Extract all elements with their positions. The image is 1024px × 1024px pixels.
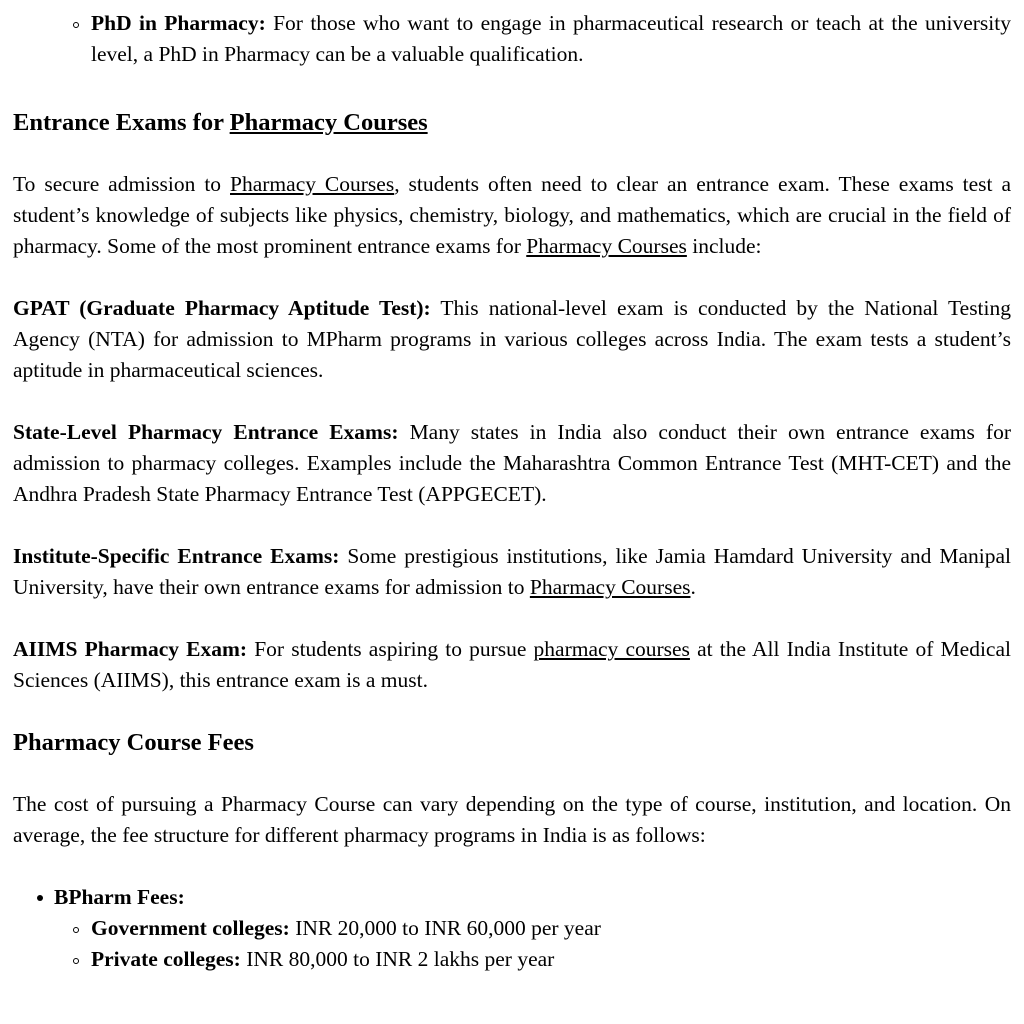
exams-intro-text-1: To secure admission to <box>13 172 231 196</box>
government-colleges-label: Government colleges: <box>91 916 290 940</box>
state-level-paragraph <box>13 417 1011 510</box>
bpharm-fees-sub-list <box>54 913 1011 975</box>
list-item-phd <box>13 8 1011 70</box>
institute-text-end: . <box>690 575 696 599</box>
institute-specific-paragraph <box>13 541 1011 603</box>
private-colleges-fee: INR 80,000 to INR 2 lakhs per year <box>240 947 555 971</box>
pharmacy-courses-link-1[interactable]: Pharmacy Courses <box>230 172 395 196</box>
degree-sub-list <box>13 8 1011 70</box>
phd-text: For those who want to engage in pharmaceutical research or teach at the university level, a PhD in Pharmacy can be a valuable qualification. <box>91 11 1011 66</box>
private-colleges-label: Private colleges: <box>91 947 241 971</box>
exams-intro-text-3: include: <box>686 234 762 258</box>
government-colleges-fee: INR 20,000 to INR 60,000 per year <box>289 916 601 940</box>
entrance-exams-intro <box>13 169 1011 262</box>
gpat-label: GPAT (Graduate Pharmacy Aptitude Test): <box>13 296 431 320</box>
fees-list <box>13 882 1011 975</box>
phd-label: PhD in Pharmacy: <box>91 11 266 35</box>
exams-intro-text-2: , students often need to clear an entrance exam. These exams test a student’s knowledge of subjects like physics, chemistry, biology, and mathematics, which are crucial in the field of pharmacy. Some of the most prominent entrance exams for <box>13 172 1011 258</box>
course-fees-intro: The cost of pursuing a Pharmacy Course can vary depending on the type of course, institution, and location. On average, the fee structure for different pharmacy programs in India is as follows: <box>13 792 1011 847</box>
gpat-text: This national-level exam is conducted by the National Testing Agency (NTA) for admission to MPharm programs in various colleges across India. The exam tests a student’s aptitude in pharmaceutical sciences. <box>13 296 1012 382</box>
pharmacy-courses-link-3[interactable]: Pharmacy Courses <box>529 575 691 599</box>
institute-text: Some prestigious institutions, like Jamia Hamdard University and Manipal University, have their own entrance exams for admission to <box>13 544 1011 599</box>
gpat-paragraph <box>13 293 1011 386</box>
entrance-exams-heading-prefix: Entrance Exams for <box>13 109 230 136</box>
course-fees-heading: Pharmacy Course Fees <box>13 729 254 756</box>
pharmacy-courses-link-2[interactable]: Pharmacy Courses <box>526 234 687 258</box>
pharmacy-courses-link-4[interactable]: pharmacy courses <box>533 637 690 661</box>
state-level-label: State-Level Pharmacy Entrance Exams: <box>13 420 399 444</box>
pharmacy-courses-heading-link[interactable]: Pharmacy Courses <box>229 109 428 136</box>
institute-label: Institute-Specific Entrance Exams: <box>13 544 340 568</box>
state-level-text: Many states in India also conduct their own entrance exams for admission to pharmacy colleges. Examples include the Maharashtra Common Entrance Test (MHT-CET) and the Andhra Pradesh State Pharmacy Entrance Test (APPGECET). <box>13 420 1011 506</box>
aiims-text-end: at the All India Institute of Medical Sciences (AIIMS), this entrance exam is a must. <box>13 637 1011 692</box>
list-item-government-colleges <box>54 913 1011 944</box>
bpharm-fees-label: BPharm Fees: <box>54 885 185 909</box>
aiims-paragraph <box>13 634 1011 696</box>
aiims-text: For students aspiring to pursue <box>247 637 534 661</box>
entrance-exams-heading <box>13 107 1011 138</box>
list-item-bpharm-fees <box>13 882 1011 975</box>
aiims-label: AIIMS Pharmacy Exam: <box>13 637 248 661</box>
list-item-private-colleges <box>54 944 1011 975</box>
